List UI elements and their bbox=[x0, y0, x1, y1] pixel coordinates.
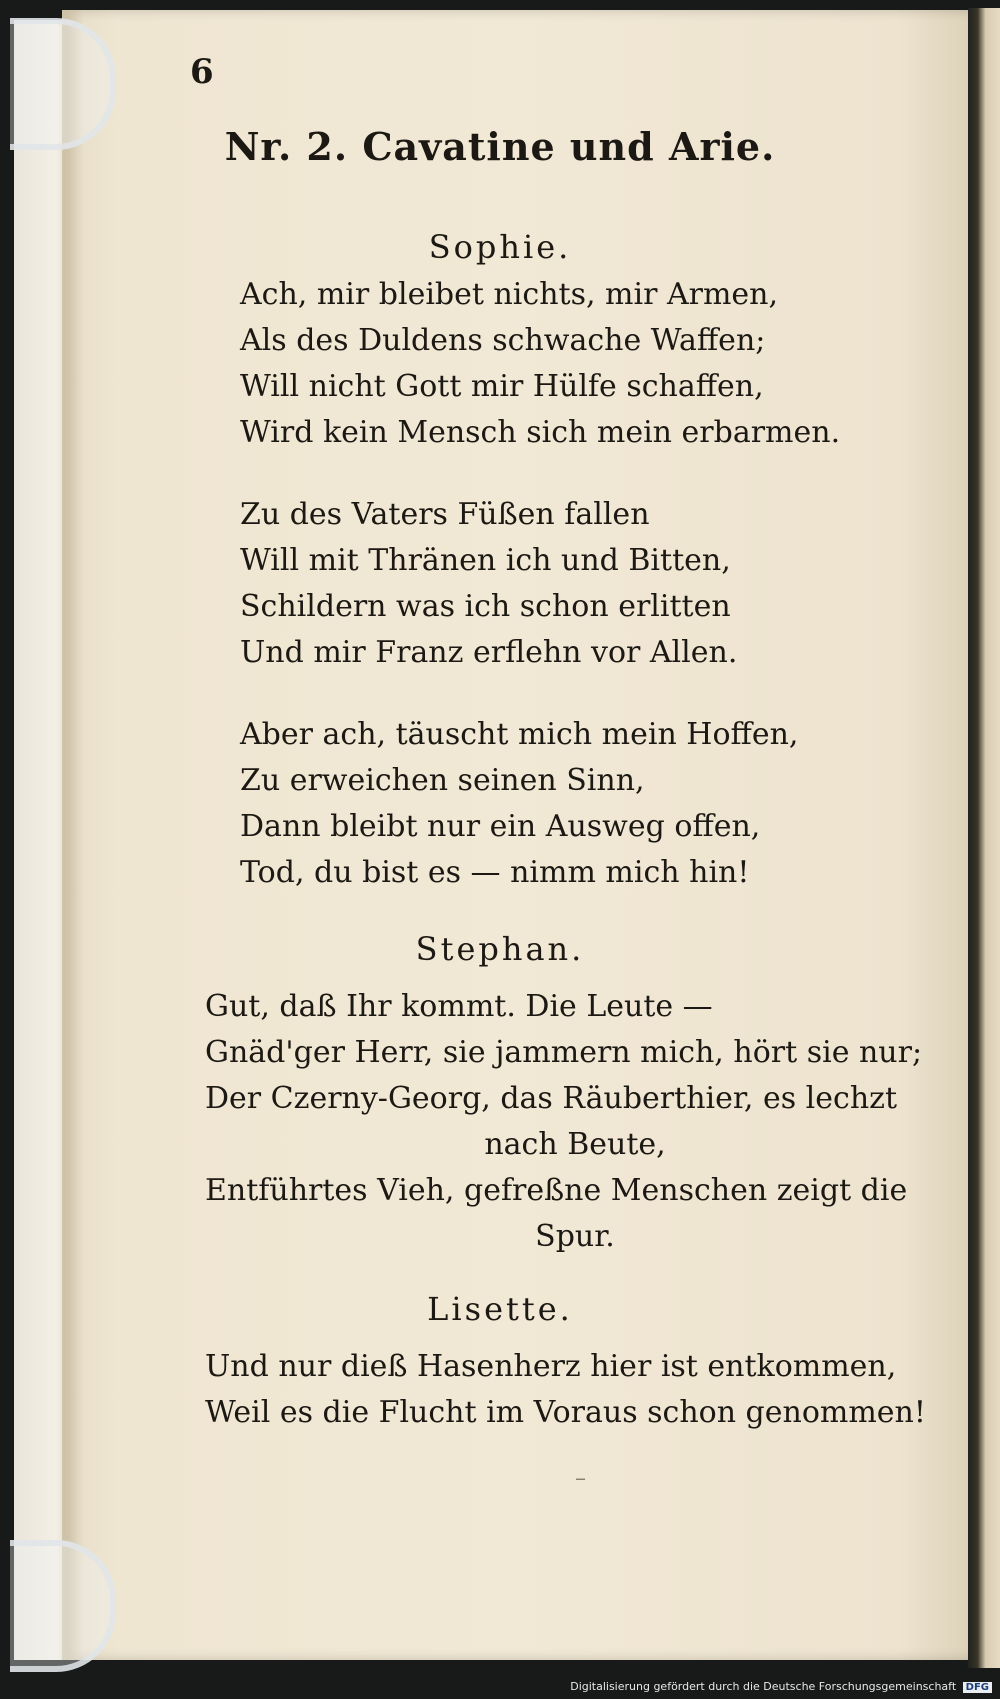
speech-line-continuation: nach Beute, bbox=[484, 1127, 666, 1162]
verse-line: Will nicht Gott mir Hülfe schaffen, bbox=[240, 369, 764, 404]
speech-line: Weil es die Flucht im Voraus schon genommen! bbox=[205, 1395, 926, 1430]
verse-line: Und mir Franz erflehn vor Allen. bbox=[240, 635, 738, 670]
speaker-sophie: Sophie. bbox=[428, 228, 572, 266]
page-number: 6 bbox=[190, 52, 214, 92]
stanza-1 bbox=[240, 272, 840, 456]
verse-line: Schildern was ich schon erlitten bbox=[240, 589, 731, 624]
speaker-lisette: Lisette. bbox=[427, 1290, 573, 1328]
verse-line: Zu des Vaters Füßen fallen bbox=[240, 497, 650, 532]
verse-line: Als des Duldens schwache Waffen; bbox=[240, 323, 766, 358]
verse-line: Zu erweichen seinen Sinn, bbox=[240, 763, 645, 798]
verse-line: Will mit Thränen ich und Bitten, bbox=[240, 543, 731, 578]
page-clip-bottom bbox=[10, 1540, 116, 1672]
verse-line: Wird kein Mensch sich mein erbarmen. bbox=[240, 415, 841, 450]
speech-line: Und nur dieß Hasenherz hier ist entkommen, bbox=[205, 1349, 897, 1384]
speaker-stephan: Stephan. bbox=[415, 930, 585, 968]
lisette-speech bbox=[205, 1344, 945, 1436]
verse-line: Tod, du bist es — nimm mich hin! bbox=[240, 855, 750, 890]
stephan-speech bbox=[205, 984, 945, 1260]
stanza-3 bbox=[240, 712, 798, 896]
section-heading: Nr. 2. Cavatine und Arie. bbox=[224, 124, 776, 169]
stanza-2 bbox=[240, 492, 737, 676]
verse-line: Dann bleibt nur ein Ausweg offen, bbox=[240, 809, 761, 844]
speech-line: Gnäd'ger Herr, sie jammern mich, hört sie nur; bbox=[205, 1035, 923, 1070]
dfg-logo: DFG bbox=[963, 1682, 992, 1693]
speech-line-continuation: Spur. bbox=[535, 1219, 615, 1254]
page-end-dash-mark: – bbox=[575, 1466, 586, 1491]
digitization-credit bbox=[570, 1680, 992, 1693]
credit-text: Digitalisierung gefördert durch die Deutsche Forschungsgemeinschaft bbox=[570, 1680, 957, 1693]
verse-line: Ach, mir bleibet nichts, mir Armen, bbox=[240, 277, 779, 312]
speech-line: Gut, daß Ihr kommt. Die Leute — bbox=[205, 989, 713, 1024]
speech-line: Der Czerny-Georg, das Räuberthier, es lechzt bbox=[205, 1081, 898, 1116]
speech-line: Entführtes Vieh, gefreßne Menschen zeigt die bbox=[205, 1173, 908, 1208]
verse-line: Aber ach, täuscht mich mein Hoffen, bbox=[240, 717, 799, 752]
